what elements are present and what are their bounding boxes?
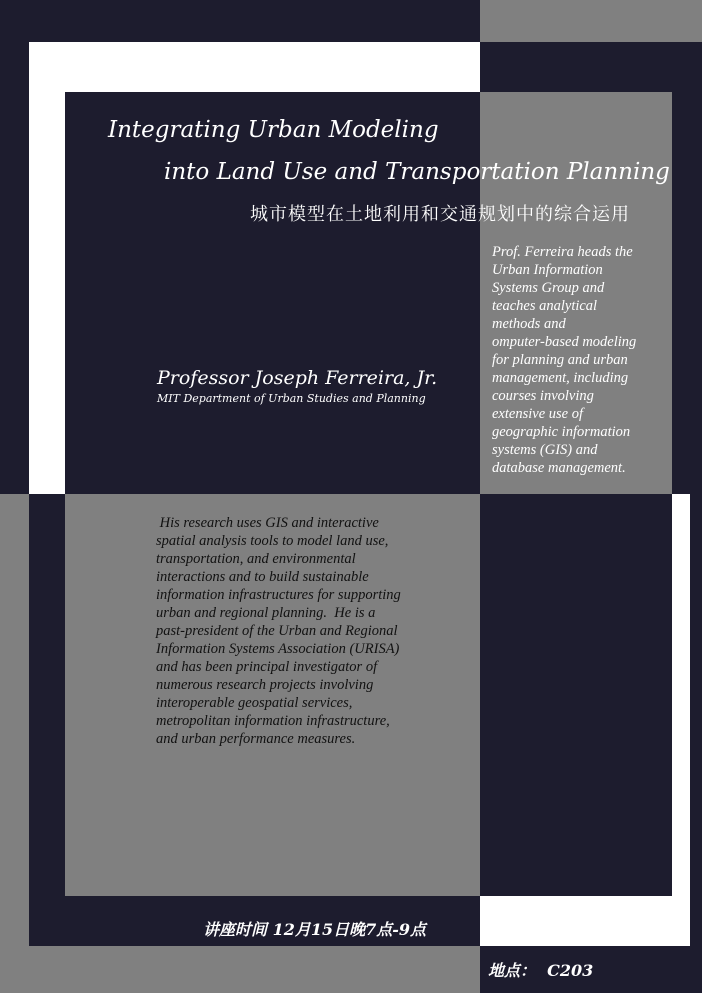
speaker-name: Professor Joseph Ferreira, Jr. bbox=[157, 367, 438, 389]
bio-right-line: management, including bbox=[492, 370, 629, 386]
bio-left bbox=[156, 514, 476, 748]
bio-left-line: information infrastructures for supporting bbox=[156, 587, 401, 603]
lecture-location: 地点： C203 bbox=[488, 961, 594, 980]
bio-left-line: and urban performance measures. bbox=[156, 731, 356, 747]
title-line-1: Integrating Urban Modeling bbox=[108, 117, 439, 143]
bio-right-line: for planning and urban bbox=[492, 352, 628, 368]
bio-right-line: courses involving bbox=[492, 388, 594, 404]
title-line-2: into Land Use and Transportation Planning bbox=[164, 159, 670, 185]
inner-panel-bottom-right bbox=[480, 494, 672, 896]
bio-right-line: omputer-based modeling bbox=[492, 334, 637, 350]
bio-right-line: extensive use of bbox=[492, 406, 583, 422]
navy-frame-left bbox=[29, 494, 65, 946]
bio-right-line: systems (GIS) and bbox=[492, 442, 598, 458]
bio-left-line: His research uses GIS and interactive bbox=[156, 515, 379, 531]
speaker-department: MIT Department of Urban Studies and Planning bbox=[157, 392, 426, 405]
white-frame-right bbox=[672, 494, 690, 946]
bio-left-line: numerous research projects involving bbox=[156, 677, 374, 693]
bio-left-line: past-president of the Urban and Regional bbox=[156, 623, 398, 639]
bio-left-line: interoperable geospatial services, bbox=[156, 695, 353, 711]
bio-right-line: methods and bbox=[492, 316, 566, 332]
bio-left-line: urban and regional planning. He is a bbox=[156, 605, 376, 621]
bio-left-line: spatial analysis tools to model land use, bbox=[156, 533, 389, 549]
bio-right bbox=[492, 243, 672, 477]
title-chinese: 城市模型在土地利用和交通规划中的综合运用 bbox=[250, 204, 630, 225]
lecture-time: 讲座时间 12月15日晚7点-9点 bbox=[203, 920, 427, 939]
bio-right-line: database management. bbox=[492, 460, 626, 476]
white-frame-top bbox=[29, 42, 480, 92]
inner-panel-top-left bbox=[65, 92, 480, 494]
bio-right-line: teaches analytical bbox=[492, 298, 598, 314]
bio-right-line: Prof. Ferreira heads the bbox=[492, 244, 633, 260]
bio-left-line: and has been principal investigator of bbox=[156, 659, 378, 675]
bio-left-line: interactions and to build sustainable bbox=[156, 569, 369, 585]
bio-left-line: metropolitan information infrastructure, bbox=[156, 713, 390, 729]
bio-right-line: Urban Information bbox=[492, 262, 603, 278]
bio-left-line: transportation, and environmental bbox=[156, 551, 356, 567]
white-frame-bottom-right bbox=[480, 896, 690, 946]
bg-top-right-gray bbox=[480, 0, 702, 42]
bio-right-line: geographic information bbox=[492, 424, 631, 440]
white-frame-left bbox=[29, 42, 65, 494]
bio-right-line: Systems Group and bbox=[492, 280, 605, 296]
bio-left-line: Information Systems Association (URISA) bbox=[156, 641, 400, 657]
